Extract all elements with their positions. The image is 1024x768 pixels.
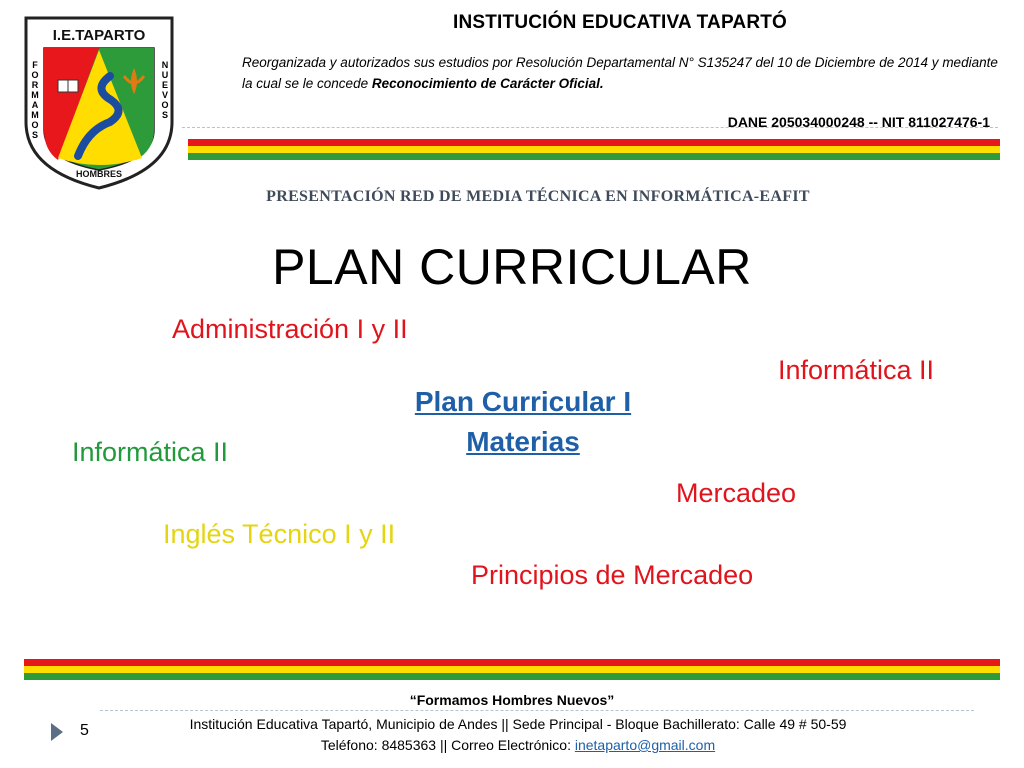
presentation-subtitle: PRESENTACIÓN RED DE MEDIA TÉCNICA EN INFORMÁTICA-EAFIT xyxy=(266,188,810,205)
topic-administracion: Administración I y II xyxy=(172,314,408,344)
page-number: 5 xyxy=(80,722,89,739)
plan-curricular-link-line1[interactable]: Plan Curricular I xyxy=(414,386,632,417)
plan-curricular-link[interactable] xyxy=(370,382,676,462)
topic-mercadeo: Mercadeo xyxy=(676,478,797,508)
logo-left-vertical-text: FORMAMOS xyxy=(31,60,39,140)
footer-divider xyxy=(100,710,974,711)
footer-address: Institución Educativa Tapartó, Municipio de Andes || Sede Principal - Bloque Bachillerato: Calle 49 # 50-59 xyxy=(189,716,847,732)
logo-right-vertical-text: NUEVOS xyxy=(161,60,169,120)
slogan: “Formamos Hombres Nuevos” xyxy=(409,692,615,708)
plan-curricular-link-line2[interactable]: Materias xyxy=(466,426,580,457)
resolution-body: Reorganizada y autorizados sus estudios por Resolución Departamental N° S135247 del 10 de Diciembre de 2014 y mediante la cual se le concede xyxy=(242,55,998,91)
email-link[interactable]: inetaparto@gmail.com xyxy=(574,737,716,753)
header-divider xyxy=(182,127,998,128)
topic-informatica-left: Informática II xyxy=(72,437,229,467)
footer-contact xyxy=(100,737,936,753)
triangle-bullet-icon xyxy=(50,722,64,742)
institution-logo xyxy=(18,10,180,192)
dane-nit: DANE 205034000248 -- NIT 811027476-1 xyxy=(727,114,990,130)
topic-principios-mercadeo: Principios de Mercadeo xyxy=(471,560,754,590)
topic-informatica-right: Informática II xyxy=(778,355,935,385)
logo-bottom-text: HOMBRES xyxy=(75,169,123,179)
topic-ingles: Inglés Técnico I y II xyxy=(163,519,396,549)
flag-stripes-top xyxy=(188,139,1000,160)
page-title: PLAN CURRICULAR xyxy=(272,239,752,295)
flag-stripes-bottom xyxy=(24,659,1000,680)
logo-title: I.E.TAPARTO xyxy=(52,27,146,44)
institution-name: INSTITUCIÓN EDUCATIVA TAPARTÓ xyxy=(452,12,788,33)
resolution-text xyxy=(242,52,1002,94)
footer-phone: Teléfono: 8485363 || Correo Electrónico: xyxy=(320,737,575,753)
resolution-bold: Reconocimiento de Carácter Oficial. xyxy=(371,76,604,91)
